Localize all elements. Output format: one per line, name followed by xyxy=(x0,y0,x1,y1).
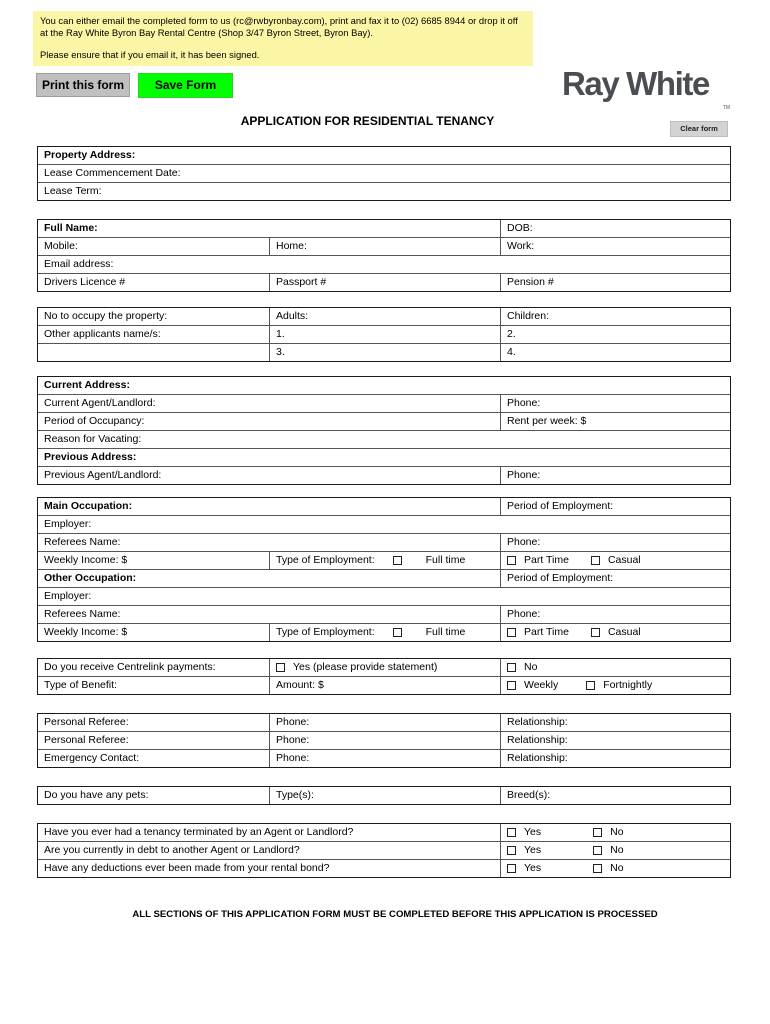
pension-field[interactable]: Pension # xyxy=(500,274,730,291)
personal-referee-1-relationship[interactable]: Relationship: xyxy=(500,714,730,731)
pets-question: Do you have any pets: xyxy=(44,789,149,801)
other-occupation-field[interactable]: Other Occupation: xyxy=(44,572,137,584)
centrelink-no-checkbox[interactable] xyxy=(507,663,516,672)
clear-form-button[interactable]: Clear form xyxy=(670,121,728,137)
employment-type-cell xyxy=(269,552,500,569)
occupancy-period-field[interactable]: Period of Occupancy: xyxy=(44,415,145,427)
full-time-checkbox[interactable] xyxy=(393,556,402,565)
personal-referee-1-field[interactable]: Personal Referee: xyxy=(44,716,129,728)
weekly-label: Weekly xyxy=(524,679,559,691)
terminated-no-option[interactable] xyxy=(593,824,623,841)
other-casual-option[interactable] xyxy=(591,624,641,641)
personal-section xyxy=(37,219,731,292)
other-casual-checkbox[interactable] xyxy=(591,628,600,637)
full-time-label: Full time xyxy=(425,554,466,566)
centrelink-section xyxy=(37,658,731,695)
main-occupation-field[interactable]: Main Occupation: xyxy=(44,500,133,512)
full-time-option[interactable] xyxy=(393,552,466,569)
casual-checkbox[interactable] xyxy=(591,556,600,565)
referee-phone-field[interactable]: Phone: xyxy=(500,534,730,551)
tenancy-history-section xyxy=(37,823,731,878)
emergency-contact-phone[interactable]: Phone: xyxy=(269,750,500,767)
bond-deduction-options xyxy=(500,860,730,877)
weekly-income-field[interactable]: Weekly Income: $ xyxy=(44,554,128,566)
debt-no-option[interactable] xyxy=(593,842,623,859)
fortnightly-option[interactable] xyxy=(586,677,652,694)
emergency-contact-relationship[interactable]: Relationship: xyxy=(500,750,730,767)
debt-options xyxy=(500,842,730,859)
employment-section xyxy=(37,497,731,642)
occupants-number-label: No to occupy the property: xyxy=(44,310,168,322)
other-applicants-label: Other applicants name/s: xyxy=(44,328,161,340)
adults-field[interactable]: Adults: xyxy=(269,308,500,325)
other-full-time-label: Full time xyxy=(425,626,466,638)
emergency-contact-field[interactable]: Emergency Contact: xyxy=(44,752,140,764)
previous-agent-field[interactable]: Previous Agent/Landlord: xyxy=(44,469,162,481)
benefit-type-field[interactable]: Type of Benefit: xyxy=(44,679,117,691)
other-casual-label: Casual xyxy=(607,626,641,638)
employer-field[interactable]: Employer: xyxy=(44,518,92,530)
previous-address-field[interactable]: Previous Address: xyxy=(44,451,137,463)
notice-sign-text: Please ensure that if you email it, it has been signed. xyxy=(40,48,260,60)
centrelink-yes-cell xyxy=(269,659,500,676)
other-employer-field[interactable]: Employer: xyxy=(44,590,92,602)
employment-period-field[interactable]: Period of Employment: xyxy=(500,498,730,515)
reason-vacating-field[interactable]: Reason for Vacating: xyxy=(44,433,142,445)
terminated-yes-option[interactable] xyxy=(507,824,541,841)
terminated-options xyxy=(500,824,730,841)
terminated-yes-checkbox[interactable] xyxy=(507,828,516,837)
applicant-2-field[interactable]: 2. xyxy=(500,326,730,343)
applicant-1-field[interactable]: 1. xyxy=(269,326,500,343)
current-agent-phone-field[interactable]: Phone: xyxy=(500,395,730,412)
debt-yes-option[interactable] xyxy=(507,842,541,859)
centrelink-question: Do you receive Centrelink payments: xyxy=(44,661,216,673)
personal-referee-2-relationship[interactable]: Relationship: xyxy=(500,732,730,749)
pets-section xyxy=(37,786,731,805)
benefit-amount-field[interactable]: Amount: $ xyxy=(269,677,500,694)
notice-text: You can either email the completed form to us (rc@rwbyronbay.com), print and fax it to (02) 6685 8944 or drop it off at the Ray White Byron Bay Rental Centre (Shop 3/47 Byron Street, Byron Bay). xyxy=(40,15,518,39)
personal-referee-2-field[interactable]: Personal Referee: xyxy=(44,734,129,746)
logo-text: Ray White xyxy=(562,65,709,102)
email-field[interactable]: Email address: xyxy=(44,258,114,270)
debt-question: Are you currently in debt to another Agent or Landlord? xyxy=(44,844,300,856)
save-form-button[interactable]: Save Form xyxy=(138,73,233,98)
print-form-button[interactable]: Print this form xyxy=(36,73,130,97)
centrelink-yes-option[interactable] xyxy=(276,659,437,676)
casual-label: Casual xyxy=(607,554,641,566)
part-time-checkbox[interactable] xyxy=(507,556,516,565)
centrelink-no-option[interactable] xyxy=(507,659,537,676)
lease-commencement-field[interactable]: Lease Commencement Date: xyxy=(44,167,181,179)
debt-yes-label: Yes xyxy=(524,844,542,856)
property-section xyxy=(37,146,731,201)
bond-no-label: No xyxy=(610,862,624,874)
occupants-section xyxy=(37,307,731,362)
logo-trademark: TM xyxy=(722,105,730,111)
other-referee-phone-field[interactable]: Phone: xyxy=(500,606,730,623)
other-employment-type-cell xyxy=(269,624,500,641)
personal-referee-2-phone[interactable]: Phone: xyxy=(269,732,500,749)
applicant-4-field[interactable]: 4. xyxy=(500,344,730,361)
pet-types-field[interactable]: Type(s): xyxy=(269,787,500,804)
previous-agent-phone-field[interactable]: Phone: xyxy=(500,467,730,484)
full-name-field[interactable]: Full Name: xyxy=(44,222,98,234)
dob-field[interactable]: DOB: xyxy=(500,220,730,237)
benefit-frequency-cell xyxy=(500,677,730,694)
other-employment-period-field[interactable]: Period of Employment: xyxy=(500,570,730,587)
weekly-option[interactable] xyxy=(507,677,558,694)
applicant-3-field[interactable]: 3. xyxy=(269,344,500,361)
work-phone-field[interactable]: Work: xyxy=(500,238,730,255)
other-part-time-label: Part Time xyxy=(524,626,569,638)
referees-section xyxy=(37,713,731,768)
rent-per-week-field[interactable]: Rent per week: $ xyxy=(500,413,730,430)
centrelink-yes-label: Yes (please provide statement) xyxy=(293,661,438,673)
empty-cell xyxy=(38,344,269,361)
other-full-time-option[interactable] xyxy=(393,624,466,641)
bond-yes-checkbox[interactable] xyxy=(507,864,516,873)
employment-type-label: Type of Employment: xyxy=(276,554,375,566)
fortnightly-checkbox[interactable] xyxy=(586,681,595,690)
personal-referee-1-phone[interactable]: Phone: xyxy=(269,714,500,731)
other-referees-name-field[interactable]: Referees Name: xyxy=(44,608,121,620)
debt-no-label: No xyxy=(610,844,624,856)
passport-field[interactable]: Passport # xyxy=(269,274,500,291)
bond-deduction-question: Have any deductions ever been made from your rental bond? xyxy=(44,862,330,874)
terminated-no-label: No xyxy=(610,826,624,838)
centrelink-no-cell xyxy=(500,659,730,676)
part-time-label: Part Time xyxy=(524,554,569,566)
bond-yes-option[interactable] xyxy=(507,860,541,877)
address-section xyxy=(37,376,731,485)
terminated-yes-label: Yes xyxy=(524,826,542,838)
mobile-field[interactable]: Mobile: xyxy=(44,240,78,252)
bond-no-checkbox[interactable] xyxy=(593,864,602,873)
other-part-time-option[interactable] xyxy=(507,624,569,641)
current-agent-field[interactable]: Current Agent/Landlord: xyxy=(44,397,156,409)
terminated-question: Have you ever had a tenancy terminated by an Agent or Landlord? xyxy=(44,826,354,838)
pet-breeds-field[interactable]: Breed(s): xyxy=(500,787,730,804)
children-field[interactable]: Children: xyxy=(500,308,730,325)
other-weekly-income-field[interactable]: Weekly Income: $ xyxy=(44,626,128,638)
part-time-option[interactable] xyxy=(507,552,569,569)
home-phone-field[interactable]: Home: xyxy=(269,238,500,255)
page-title: APPLICATION FOR RESIDENTIAL TENANCY xyxy=(240,114,495,128)
fortnightly-label: Fortnightly xyxy=(603,679,653,691)
drivers-licence-field[interactable]: Drivers Licence # xyxy=(44,276,126,288)
bond-no-option[interactable] xyxy=(593,860,623,877)
employment-type-options xyxy=(500,552,730,569)
property-address-field[interactable]: Property Address: xyxy=(44,149,136,161)
terminated-no-checkbox[interactable] xyxy=(593,828,602,837)
referees-name-field[interactable]: Referees Name: xyxy=(44,536,121,548)
weekly-checkbox[interactable] xyxy=(507,681,516,690)
casual-option[interactable] xyxy=(591,552,641,569)
centrelink-yes-checkbox[interactable] xyxy=(276,663,285,672)
lease-term-field[interactable]: Lease Term: xyxy=(44,185,102,197)
bond-yes-label: Yes xyxy=(524,862,542,874)
debt-yes-checkbox[interactable] xyxy=(507,846,516,855)
completion-notice: ALL SECTIONS OF THIS APPLICATION FORM MUST BE COMPLETED BEFORE THIS APPLICATION IS PROCESSED xyxy=(132,909,658,920)
other-employment-type-label: Type of Employment: xyxy=(276,626,375,638)
other-employment-type-options xyxy=(500,624,730,641)
centrelink-no-label: No xyxy=(524,661,538,673)
current-address-field[interactable]: Current Address: xyxy=(44,379,130,391)
other-part-time-checkbox[interactable] xyxy=(507,628,516,637)
debt-no-checkbox[interactable] xyxy=(593,846,602,855)
ray-white-logo xyxy=(562,64,730,111)
instructions-notice xyxy=(33,11,533,66)
other-full-time-checkbox[interactable] xyxy=(393,628,402,637)
